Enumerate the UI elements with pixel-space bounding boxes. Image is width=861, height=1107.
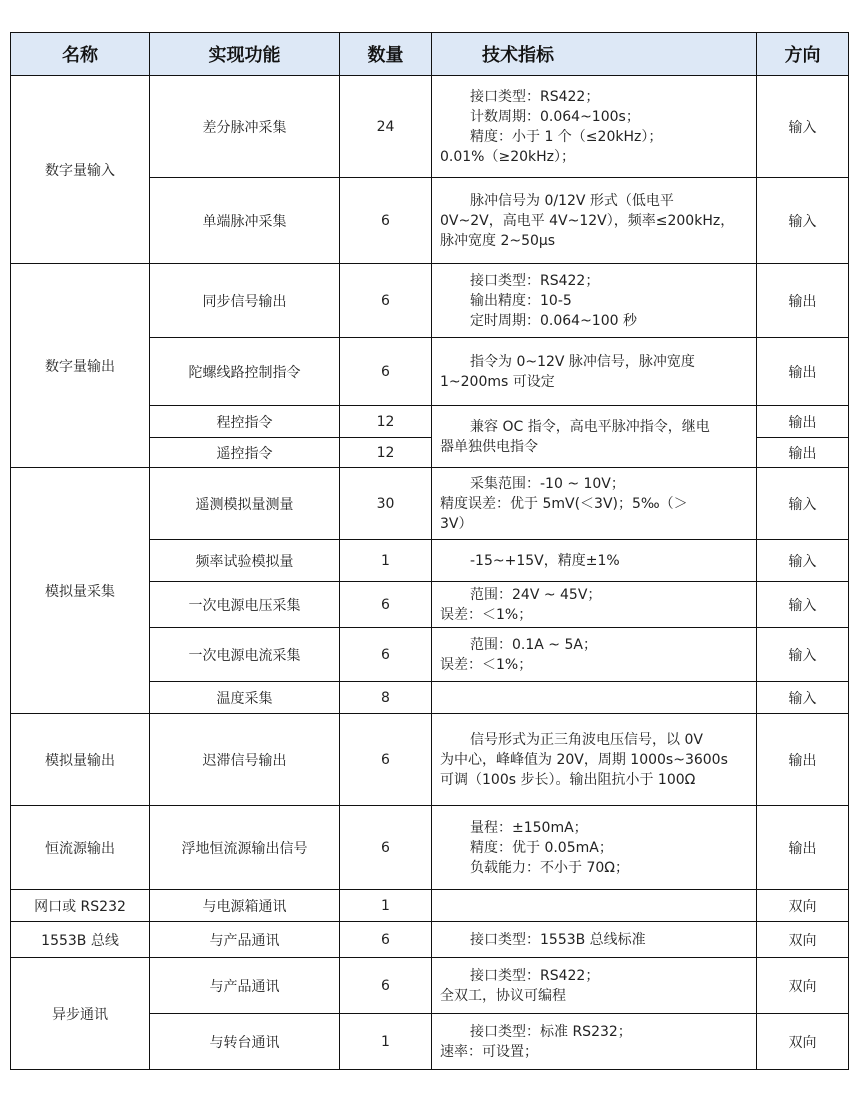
group-name-cell: 数字量输出	[11, 264, 150, 468]
spec-line: 精度：优于 0.05mA；	[470, 839, 613, 856]
count-cell: 24	[340, 76, 432, 178]
table-row	[11, 264, 849, 338]
spec-line: 计数周期：0.064~100s；	[470, 108, 640, 125]
table-row	[11, 806, 849, 890]
spec-line: 量程：±150mA；	[470, 819, 588, 836]
spec-line: 3V）	[440, 515, 473, 532]
header-row	[11, 33, 849, 76]
spec-line: 脉冲信号为 0/12V 形式（低电平	[470, 192, 674, 209]
spec-line: 0.01%（≥20kHz）；	[440, 148, 576, 165]
count-cell: 6	[340, 338, 432, 406]
direction-cell: 输入	[757, 540, 849, 582]
spec-line: 误差：＜1%；	[440, 606, 533, 623]
group-name-cell: 网口或 RS232	[11, 890, 150, 922]
spec-cell	[432, 922, 757, 958]
count-cell: 12	[340, 406, 432, 438]
table-header	[11, 33, 849, 76]
spec-line: 误差：＜1%；	[440, 656, 533, 673]
spec-cell	[432, 682, 757, 714]
function-cell: 差分脉冲采集	[150, 76, 340, 178]
function-cell: 频率试验模拟量	[150, 540, 340, 582]
spec-cell	[432, 890, 757, 922]
spec-line: 精度误差：优于 5mV(＜3V)；5‰（＞	[440, 495, 688, 512]
group-name-cell: 异步通讯	[11, 958, 150, 1070]
spec-cell	[432, 468, 757, 540]
direction-cell: 双向	[757, 1014, 849, 1070]
function-cell: 迟滞信号输出	[150, 714, 340, 806]
table-row	[11, 76, 849, 178]
spec-line: 信号形式为正三角波电压信号，以 0V	[470, 731, 703, 748]
spec-cell	[432, 806, 757, 890]
spec-cell	[432, 338, 757, 406]
count-cell: 30	[340, 468, 432, 540]
function-cell: 与产品通讯	[150, 922, 340, 958]
table-row	[11, 714, 849, 806]
group-name-cell: 模拟量输出	[11, 714, 150, 806]
direction-cell: 输出	[757, 714, 849, 806]
function-cell: 遥测模拟量测量	[150, 468, 340, 540]
function-cell: 与产品通讯	[150, 958, 340, 1014]
count-cell: 1	[340, 1014, 432, 1070]
function-cell: 单端脉冲采集	[150, 178, 340, 264]
spec-cell	[432, 958, 757, 1014]
table-row	[11, 890, 849, 922]
count-cell: 6	[340, 582, 432, 628]
spec-line: 全双工，协议可编程	[440, 987, 566, 1004]
spec-line: 速率：可设置；	[440, 1043, 538, 1060]
function-cell: 与转台通讯	[150, 1014, 340, 1070]
group-name-cell: 数字量输入	[11, 76, 150, 264]
spec-line: 范围：24V ~ 45V；	[470, 586, 602, 603]
spec-line: 脉冲宽度 2~50μs	[440, 232, 556, 249]
spec-line: 输出精度：10-5	[470, 292, 572, 309]
direction-cell: 输出	[757, 438, 849, 468]
spec-cell	[432, 714, 757, 806]
spec-line: 范围：0.1A ~ 5A；	[470, 636, 597, 653]
spec-cell	[432, 582, 757, 628]
direction-cell: 输出	[757, 338, 849, 406]
table-row	[11, 958, 849, 1014]
count-cell: 1	[340, 890, 432, 922]
spec-line: 接口类型：RS422；	[470, 88, 600, 105]
spec-line: 负载能力：不小于 70Ω；	[470, 859, 629, 876]
direction-cell: 输入	[757, 178, 849, 264]
spec-line: 接口类型：1553B 总线标准	[470, 931, 646, 948]
count-cell: 6	[340, 958, 432, 1014]
spec-line: 兼容 OC 指令，高电平脉冲指令，继电	[470, 418, 710, 435]
count-cell: 6	[340, 628, 432, 682]
function-cell: 程控指令	[150, 406, 340, 438]
function-cell: 浮地恒流源输出信号	[150, 806, 340, 890]
spec-cell	[432, 76, 757, 178]
header-count: 数量	[340, 33, 432, 76]
group-name-cell: 模拟量采集	[11, 468, 150, 714]
header-name: 名称	[11, 33, 150, 76]
count-cell: 6	[340, 806, 432, 890]
function-cell: 一次电源电压采集	[150, 582, 340, 628]
direction-cell: 输出	[757, 264, 849, 338]
spec-line: 精度：小于 1 个（≤20kHz）；	[470, 128, 663, 145]
spec-line: 指令为 0~12V 脉冲信号，脉冲宽度	[470, 353, 695, 370]
spec-line: 接口类型：RS422；	[470, 967, 600, 984]
direction-cell: 输入	[757, 682, 849, 714]
function-cell: 遥控指令	[150, 438, 340, 468]
function-cell: 同步信号输出	[150, 264, 340, 338]
spec-line: 为中心，峰峰值为 20V，周期 1000s~3600s	[440, 751, 728, 768]
direction-cell: 输入	[757, 628, 849, 682]
spec-line: 可调（100s 步长）。输出阻抗小于 100Ω	[440, 771, 696, 788]
table-row	[11, 468, 849, 540]
group-name-cell: 1553B 总线	[11, 922, 150, 958]
count-cell: 8	[340, 682, 432, 714]
count-cell: 6	[340, 922, 432, 958]
function-cell: 一次电源电流采集	[150, 628, 340, 682]
count-cell: 6	[340, 264, 432, 338]
spec-cell	[432, 1014, 757, 1070]
spec-line: 1~200ms 可设定	[440, 373, 555, 390]
spec-cell	[432, 178, 757, 264]
direction-cell: 双向	[757, 958, 849, 1014]
direction-cell: 双向	[757, 922, 849, 958]
spec-cell	[432, 540, 757, 582]
group-name-cell: 恒流源输出	[11, 806, 150, 890]
table-body	[11, 76, 849, 1070]
spec-line: 0V~2V，高电平 4V~12V），频率≤200kHz，	[440, 212, 735, 229]
spec-table	[10, 32, 849, 1070]
direction-cell: 双向	[757, 890, 849, 922]
table-row	[11, 922, 849, 958]
header-function: 实现功能	[150, 33, 340, 76]
direction-cell: 输入	[757, 76, 849, 178]
count-cell: 6	[340, 714, 432, 806]
spec-line: 定时周期：0.064~100 秒	[470, 312, 637, 329]
direction-cell: 输出	[757, 406, 849, 438]
spec-cell	[432, 264, 757, 338]
count-cell: 12	[340, 438, 432, 468]
direction-cell: 输出	[757, 806, 849, 890]
spec-cell	[432, 406, 757, 468]
spec-line: -15~+15V，精度±1%	[470, 552, 620, 569]
spec-line: 采集范围：-10 ~ 10V；	[470, 475, 625, 492]
header-spec: 技术指标	[432, 33, 757, 76]
spec-cell	[432, 628, 757, 682]
spec-line: 接口类型：RS422；	[470, 272, 600, 289]
function-cell: 温度采集	[150, 682, 340, 714]
spec-line: 接口类型：标准 RS232；	[470, 1023, 632, 1040]
direction-cell: 输入	[757, 582, 849, 628]
header-direction: 方向	[757, 33, 849, 76]
count-cell: 6	[340, 178, 432, 264]
count-cell: 1	[340, 540, 432, 582]
function-cell: 陀螺线路控制指令	[150, 338, 340, 406]
function-cell: 与电源箱通讯	[150, 890, 340, 922]
spec-line: 器单独供电指令	[440, 438, 538, 455]
direction-cell: 输入	[757, 468, 849, 540]
